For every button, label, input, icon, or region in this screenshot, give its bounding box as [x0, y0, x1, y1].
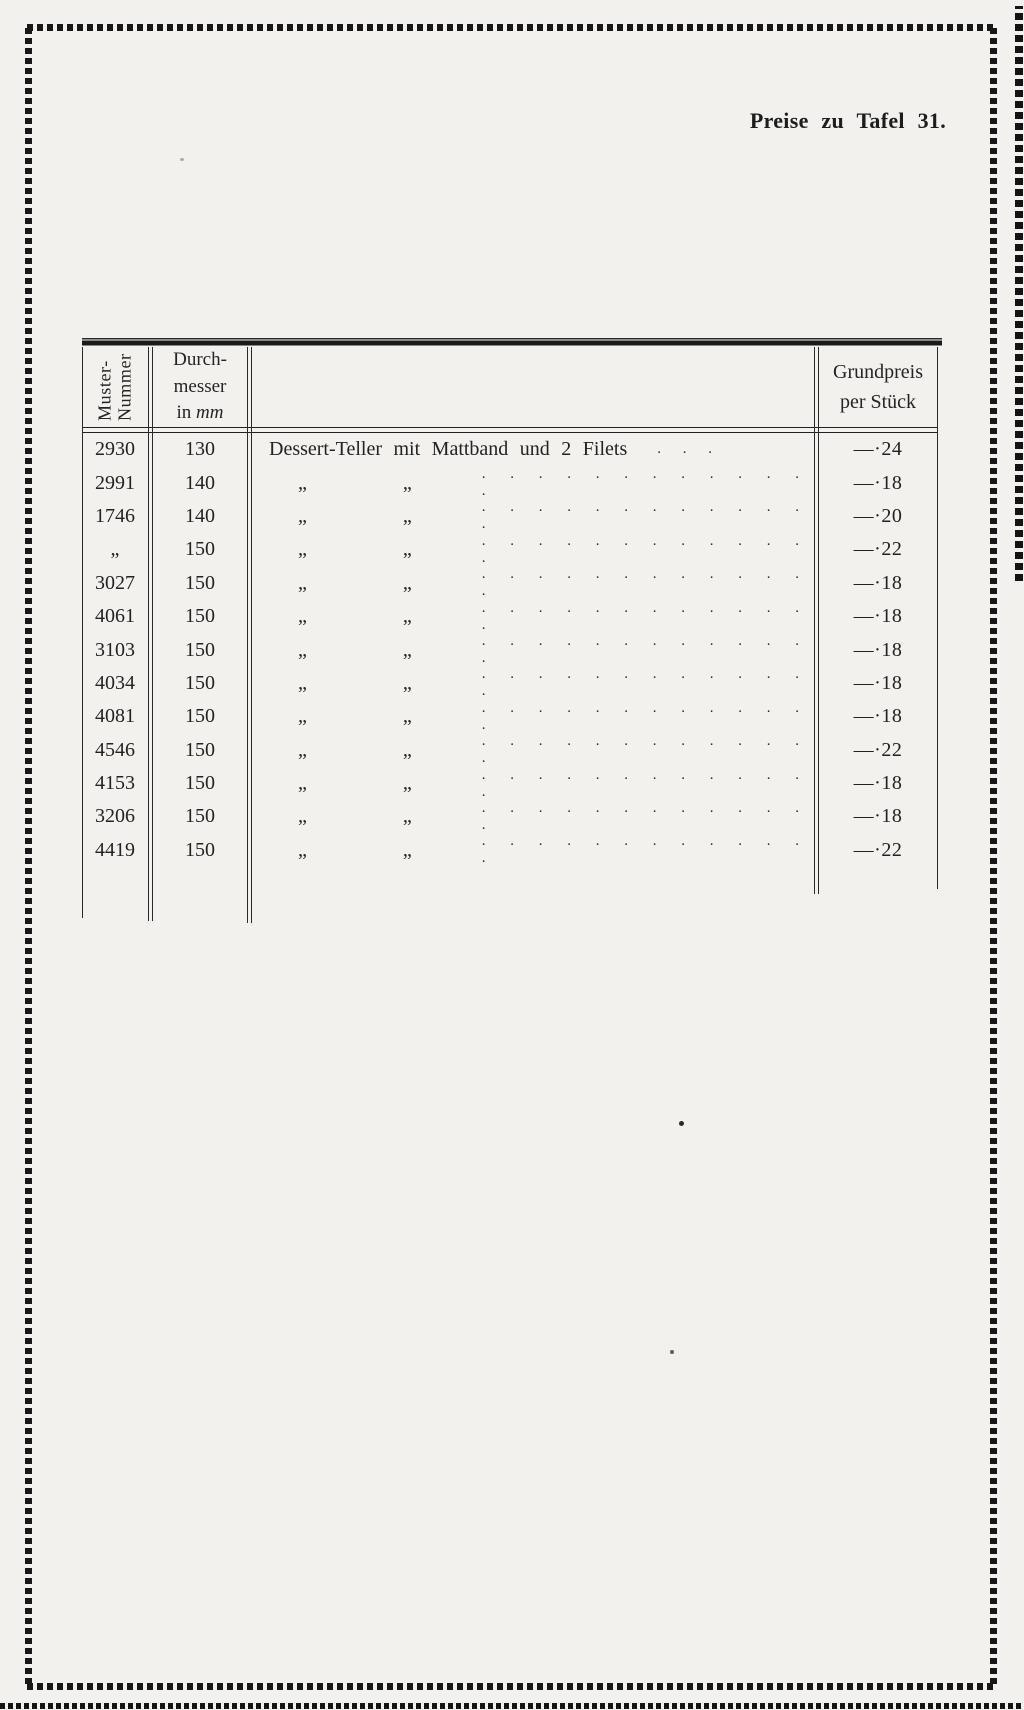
durchmesser-cell: 150	[185, 705, 215, 728]
ditto-mark: „	[298, 504, 307, 527]
durchmesser-cell: 150	[185, 638, 215, 661]
leader-dots: . . . . . . . . . . . . .	[481, 633, 801, 667]
ditto-mark: „	[402, 671, 412, 694]
grundpreis-cell: —·18	[853, 772, 903, 795]
scan-artifact-bottom-edge	[0, 1703, 1024, 1709]
grundpreis-cell: —·18	[853, 605, 903, 628]
page-border-right	[990, 28, 997, 1684]
leader-dots: . . . . . . . . . . . . .	[481, 699, 801, 733]
table-row	[82, 533, 937, 566]
durchmesser-cell: 130	[185, 438, 215, 461]
ditto-mark: „	[402, 538, 412, 561]
table-row	[82, 600, 937, 633]
table-rule-col2-col3	[247, 347, 252, 923]
durchmesser-cell: 150	[185, 671, 215, 694]
header-nummer-line: Nummer	[115, 353, 135, 421]
ditto-mark: „	[298, 838, 307, 861]
durchmesser-cell: 150	[185, 738, 215, 761]
muster-nummer-cell: 2930	[95, 438, 135, 461]
beschreibung-cell	[252, 767, 814, 800]
ditto-mark: „	[298, 705, 307, 728]
ditto-mark: „	[298, 571, 307, 594]
ditto-mark: „	[298, 805, 307, 828]
muster-nummer-cell: 4034	[95, 671, 135, 694]
muster-nummer-cell: 4153	[95, 772, 135, 795]
header-per-stueck-line: per Stück	[839, 391, 917, 413]
table-row	[82, 500, 937, 533]
beschreibung-cell	[252, 834, 814, 867]
muster-nummer-cell: 4061	[95, 605, 135, 628]
table-rule-right	[937, 347, 938, 889]
ditto-mark: „	[402, 571, 412, 594]
ditto-mark: „	[298, 471, 307, 494]
table-header-row	[82, 347, 937, 427]
ditto-mark: „	[402, 838, 412, 861]
beschreibung-cell	[252, 567, 814, 600]
durchmesser-cell: 140	[185, 471, 215, 494]
beschreibung-cell	[252, 466, 814, 499]
muster-nummer-cell: 2991	[95, 471, 135, 494]
header-unit-mm: mm	[196, 402, 224, 424]
leader-dots: . . . . . . . . . . . . .	[481, 466, 801, 500]
ditto-mark: „	[402, 705, 412, 728]
durchmesser-cell: 150	[185, 571, 215, 594]
table-rule-col1-col2	[148, 347, 153, 921]
scan-speck	[180, 158, 184, 161]
leader-dots: . . . . . . . . . . . . .	[481, 532, 801, 566]
grundpreis-cell: —·18	[853, 671, 903, 694]
grundpreis-cell: —·18	[853, 471, 903, 494]
beschreibung-cell	[252, 600, 814, 633]
header-beschreibung-empty	[252, 347, 814, 427]
grundpreis-cell: —·18	[853, 571, 903, 594]
grundpreis-cell: —·18	[853, 638, 903, 661]
scan-artifact-right-edge	[1015, 6, 1023, 581]
table-row	[82, 767, 937, 800]
grundpreis-cell: —·24	[853, 438, 903, 461]
table-rule-col3-col4	[814, 347, 819, 894]
ditto-mark: „	[298, 772, 307, 795]
ditto-mark: „	[298, 538, 307, 561]
table-row	[82, 667, 937, 700]
header-muster-nummer	[82, 347, 148, 427]
ditto-mark: „	[298, 638, 307, 661]
table-row	[82, 734, 937, 767]
beschreibung-cell	[252, 800, 814, 833]
scan-speck	[670, 1350, 674, 1354]
beschreibung-cell	[252, 700, 814, 733]
ditto-mark: „	[402, 738, 412, 761]
table-row	[82, 700, 937, 733]
grundpreis-cell: —·22	[853, 838, 903, 861]
beschreibung-cell	[252, 533, 814, 566]
grundpreis-cell: —·22	[853, 538, 903, 561]
table-row	[82, 433, 937, 466]
muster-nummer-cell: 4546	[95, 738, 135, 761]
beschreibung-cell	[252, 500, 814, 533]
grundpreis-cell: —·20	[853, 504, 903, 527]
ditto-mark: „	[402, 471, 412, 494]
ditto-mark: „	[402, 605, 412, 628]
table-row	[82, 800, 937, 833]
grundpreis-cell: —·18	[853, 705, 903, 728]
page-title: Preise zu Tafel 31.	[749, 108, 946, 133]
muster-nummer-cell: 3206	[95, 805, 135, 828]
muster-nummer-cell: 1746	[95, 504, 135, 527]
table-rule-left	[82, 347, 83, 918]
ditto-mark: „	[298, 605, 307, 628]
ditto-mark: „	[402, 504, 412, 527]
leader-dots: . . . . . . . . . . . . .	[481, 599, 801, 633]
header-unit-prefix: in	[176, 402, 197, 424]
durchmesser-cell: 150	[185, 838, 215, 861]
ditto-mark: „	[402, 805, 412, 828]
leader-dots: . . . . . . . . . . . . .	[481, 800, 801, 833]
grundpreis-cell: —·18	[853, 805, 903, 828]
muster-nummer-cell: 3103	[95, 638, 135, 661]
leader-dots: . . . . . . . . . . . . .	[481, 733, 801, 767]
leader-dots: . . . . . . . . . . . . .	[481, 566, 801, 600]
header-in-mm-line	[177, 400, 224, 427]
scan-speck	[679, 1121, 684, 1126]
muster-nummer-cell: „	[110, 538, 120, 561]
leader-dots: . . .	[657, 441, 714, 458]
table-row	[82, 834, 937, 867]
leader-dots: . . . . . . . . . . . . .	[481, 766, 801, 800]
durchmesser-cell: 150	[185, 605, 215, 628]
page-border-left	[25, 28, 32, 1684]
table-top-rule	[82, 338, 942, 347]
leader-dots: . . . . . . . . . . . . .	[481, 833, 801, 867]
beschreibung-cell	[252, 633, 814, 666]
price-table	[82, 338, 944, 923]
grundpreis-cell: —·22	[853, 738, 903, 761]
ditto-mark: „	[402, 638, 412, 661]
page-border-top	[27, 24, 994, 31]
header-muster-line: Muster-	[94, 359, 115, 421]
muster-nummer-cell: 3027	[95, 571, 135, 594]
table-row	[82, 567, 937, 600]
beschreibung-cell	[252, 667, 814, 700]
muster-nummer-cell: 4419	[95, 838, 135, 861]
durchmesser-cell: 150	[185, 538, 215, 561]
header-durch-line: Durch-	[173, 349, 227, 371]
beschreibung-cell	[252, 734, 814, 767]
beschreibung-text: Dessert-Teller mit Mattband und 2 Filets	[269, 438, 628, 461]
header-messer-line: messer	[173, 375, 227, 397]
table-body	[82, 433, 937, 867]
durchmesser-cell: 140	[185, 504, 215, 527]
ditto-mark: „	[402, 772, 412, 795]
durchmesser-cell: 150	[185, 772, 215, 795]
leader-dots: . . . . . . . . . . . . .	[481, 666, 801, 700]
leader-dots: . . . . . . . . . . . . .	[481, 499, 801, 533]
table-row	[82, 633, 937, 666]
table-row	[82, 466, 937, 499]
beschreibung-cell	[252, 433, 814, 466]
muster-nummer-cell: 4081	[95, 705, 135, 728]
header-grundpreis	[819, 347, 937, 427]
ditto-mark: „	[298, 671, 307, 694]
ditto-mark: „	[298, 738, 307, 761]
header-grundpreis-line: Grundpreis	[833, 361, 923, 383]
durchmesser-cell: 150	[185, 805, 215, 828]
page-border-bottom	[27, 1683, 994, 1690]
header-muster-nummer-rotated-text	[95, 353, 135, 421]
header-durchmesser	[153, 347, 247, 427]
